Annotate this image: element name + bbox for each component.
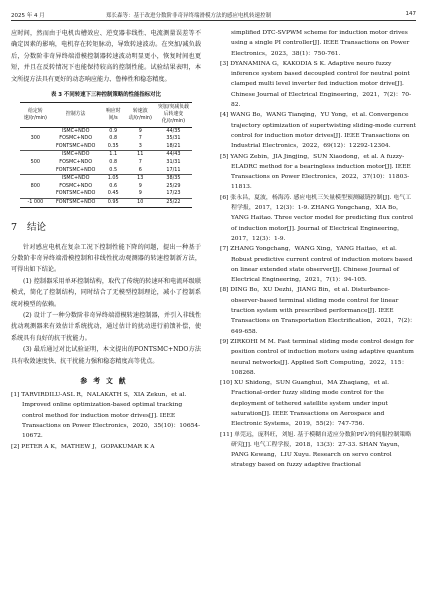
references-heading: 参考文献 xyxy=(80,377,132,386)
table-speed-cell: 500 xyxy=(20,151,51,175)
table-header-cell: 响应时间/s xyxy=(101,103,126,128)
header-article-title: 郑长森等：基于改进分数阶非奇异终端滑模方法的感应电机转速控制 xyxy=(106,13,272,19)
table-caption: 表 3 不同转速下三种控制策略的性能指标对比 xyxy=(51,92,161,99)
table-cell: 0.35 xyxy=(101,143,126,151)
table-cell: 0.5 xyxy=(101,167,126,175)
table-cell: 1.1 xyxy=(109,151,118,158)
table-cell: 11 xyxy=(137,151,144,158)
table-cell: 0.8 xyxy=(109,135,118,142)
section-title: 结论 xyxy=(27,221,47,233)
table-speed-cell: 300 xyxy=(20,127,51,151)
reference-item: [10] XU Shidong，SUN Guanghui，MA Zhaqiang，et al. Fractional-order fuzzy sliding mode control for the deployment of tethered satellite system under input saturation[J]. IEEE Transactions on Aerospace and Electronic Systems，2019，55(2)：747-756. xyxy=(220,379,389,428)
table-cell: ISMC+NDO xyxy=(61,151,90,158)
section-heading xyxy=(11,219,201,233)
table-cell: 44/43 xyxy=(166,151,181,158)
table-cell: 38/35 xyxy=(166,175,181,182)
table-cell: 6 xyxy=(126,167,155,175)
table-cell: FOSMC+NDO xyxy=(59,159,93,166)
table-cell: 18/21 xyxy=(155,143,192,151)
table-cell: 7 xyxy=(138,159,142,166)
table-row xyxy=(20,151,192,159)
body-paragraph: 应时间，然而由于电机齿槽效应、逆变器非线性、电流测量误差等不确定因素的影响，电机存在转矩脉动，导致转速波动。在突加/减负载后，分数阶非奇异终端滑模控制器转速波动明显更小，恢复时间也更短，并且在反转情况下也能保持较高的控制性能。试验结果表明，本文所提方法具有更好的动态响应能力、鲁棒性和稳态精度。 xyxy=(11,30,201,83)
table-cell: 44/35 xyxy=(166,127,181,134)
table-cell: FONTSMC+NDO xyxy=(51,143,101,151)
table-cell: 0.45 xyxy=(101,190,126,198)
header-rule xyxy=(11,20,416,21)
table-cell: 0.95 xyxy=(101,198,126,207)
table-cell: 10 xyxy=(126,198,155,207)
table-cell: 7 xyxy=(138,135,142,142)
reference-list xyxy=(11,390,201,452)
table-cell: ISMC+NDO xyxy=(61,175,90,182)
table-cell: 17/23 xyxy=(155,190,192,198)
table-row xyxy=(20,127,192,135)
left-column xyxy=(11,28,201,588)
table-row xyxy=(20,198,192,207)
header-page-number: 147 xyxy=(405,11,416,17)
table-cell: ISMC+NDO xyxy=(61,127,90,134)
table-cell: 35/31 xyxy=(166,135,181,142)
reference-item: [3] DYANAMINA G，KAKODIA S K. Adaptive neuro fuzzy inference system based decoupled control for neutral point clamped multi level inverter fed induction motor drive[J]. Chinese Journal of Electrical Engineering，2021，7(2)：70-82. xyxy=(220,59,412,109)
table-cell: 0.9 xyxy=(109,127,118,134)
body-paragraph: (3) 最后通过对比试验证明，本文提出的FONTSMC+NDO方法具有收敛速度快、抗干扰能力强和稳态精度高等优点。 xyxy=(11,346,201,365)
table-speed-cell: 800 xyxy=(20,175,51,199)
reference-item: [6] 张永昌，夏波，杨海涛. 感应电机三矢量模型预测磁链控制[J]. 电气工程学报，2017，12(3)：1-9. ZHANG Yongchang，XIA Bo，YANG Haitao. Three vector model for predicting flux control of induction motor[J]. Journal of Electrical Engineering，2017，12(3)：1-9. xyxy=(220,193,413,242)
reference-item: [4] WANG Bo，WANG Tianqing，YU Yong，et al. Convergence trajectory optimization of supertwisting sliding-mode current control for induction motor drives[J]. IEEE Transactions on Industrial Electronics，2022，69(12)：12292-12304. xyxy=(220,111,416,150)
table-cell: 9 xyxy=(138,127,142,134)
table-cell: 1.05 xyxy=(107,175,119,182)
body-paragraph: (2) 设计了一种分数阶非奇异终端滑模转速控制器，并引入非线性扰动观测器来有效估计系统扰动，通过估计的扰动进行前馈补偿，使系统具有良好的抗干扰能力。 xyxy=(11,312,201,342)
table-cell: FONTSMC+NDO xyxy=(51,167,101,175)
table-cell: 25/22 xyxy=(155,198,192,207)
right-column xyxy=(220,28,416,588)
reference-item: [11] 单莞远，庞科旺，刘旭. 基于模糊自适应分数阶PI⁽λ⁾的伺服控制策略研究[J]. 电气工程学报，2018，13(3)：27-33. SHAN Yayun，PANG Kewang，LIU Xuyu. Research on servo control strategy based on fuzzy adaptive fractional xyxy=(220,430,412,469)
reference-item: [8] DING Bo，XU Dezhi，JIANG Bin，et al. Disturbance-observer-based terminal sliding mode control for linear traction system with prescribed performance[J]. IEEE Transactions on Transportation Electrification，2021，7(2)：649-658. xyxy=(220,286,416,335)
table-cell: 9 xyxy=(138,182,142,189)
reference-item: [1] TARVIRDILU-ASL R，NALAKATH S，XIA Zekun，et al. Improved online optimization-based optimal tracking control method for induction motor drives[J]. IEEE Transactions on Power Electronics，2020，35(10)：10654-10672. xyxy=(11,391,201,440)
table-header-cell: 突加/突减负载后转速变化/(r/min) xyxy=(155,103,192,128)
table-cell: 9 xyxy=(126,190,155,198)
reference-item-continued: simplified DTC-SVPWM scheme for induction motor drives using a single PI controller[J]. IEEE Transactions on Power Electronics，2023，38(1)：750-761. xyxy=(231,29,410,57)
reference-item: [7] ZHANG Yongchang，WANG Xing，YANG Haitao，et al. Robust predictive current control of induction motors based on linear extended state observer[J]. Chinese Journal of Electrical Engineering，2021，7(1)：94-105. xyxy=(220,245,413,284)
table-header-cell: 控制方法 xyxy=(51,103,101,128)
body-paragraph: (1) 控制器采用单环控制结构，取代了传统的转速环和电流环级联模式，简化了控制结构，同时结合了无模型控制理论，减小了控制系统对模型的依赖。 xyxy=(11,277,201,308)
table-cell: FOSMC+NDO xyxy=(59,135,93,142)
table-speed-cell: -1 000 xyxy=(20,198,51,207)
performance-table xyxy=(20,102,192,208)
table-header-cell: 给定转速/(r/min) xyxy=(20,103,51,128)
table-header-row xyxy=(20,103,192,128)
reference-item: [2] PETER A K，MATHEW J，GOPAKUMAR K A xyxy=(11,442,155,450)
header-date: 2025 年 4 月 xyxy=(11,13,45,19)
reference-item: [9] ZIRKOHI M M. Fast terminal sliding mode control design for position control of induction motors using adaptive quantum neural networks[J]. Applied Soft Computing，2022，115：108268. xyxy=(220,337,414,376)
table-cell: 17/11 xyxy=(155,167,192,175)
table-header-cell: 转速波动/(r/min) xyxy=(126,103,155,128)
table-cell: 13 xyxy=(137,175,144,182)
table-cell: 0.8 xyxy=(109,159,118,166)
table-cell: 0.6 xyxy=(109,182,118,189)
table-row xyxy=(20,175,192,183)
table-cell: 25/29 xyxy=(166,182,181,189)
body-paragraph: 针对感应电机在复杂工况下控制性能下降的问题，提出一种基于分数阶非奇异终端滑模控制和非线性扰动观测器的转速控制新方法，可得出如下结论。 xyxy=(11,243,201,274)
reference-item: [5] YANG Zebin，JIA Jingjing，SUN Xiaodong，et al. A fuzzy-ELADRC method for a bearingless induction motor[J]. IEEE Transactions on Power Electronics，2022，37(10)：11803-11813. xyxy=(220,152,411,191)
table-cell: FONTSMC+NDO xyxy=(51,190,101,198)
section-number: 7 xyxy=(11,221,18,233)
running-header xyxy=(11,11,416,23)
table-cell: 31/31 xyxy=(166,159,181,166)
table-cell: FOSMC+NDO xyxy=(59,182,93,189)
reference-list xyxy=(220,28,416,471)
table-cell: FONTSMC+NDO xyxy=(51,198,101,207)
table-cell: 3 xyxy=(126,143,155,151)
